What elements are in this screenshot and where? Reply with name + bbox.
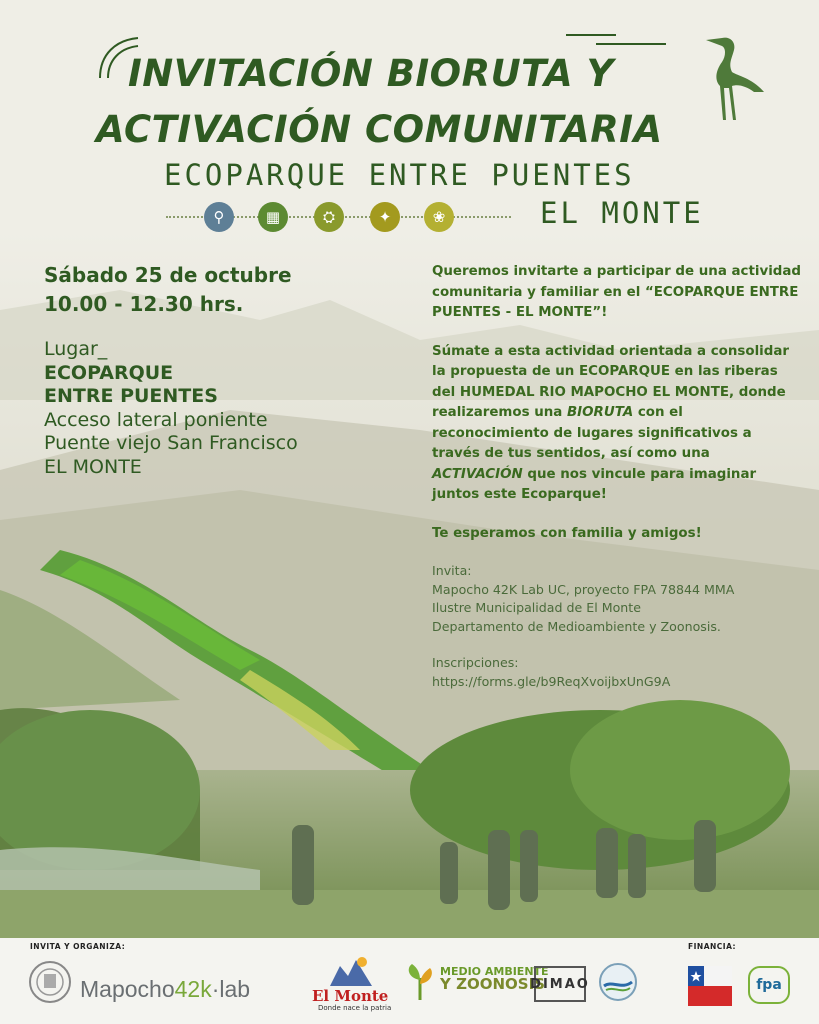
dimao-logo: DIMAO	[534, 966, 586, 1002]
title-line-1: INVITACIÓN BIORUTA Y	[128, 52, 614, 95]
invitation-text	[432, 262, 802, 691]
financia-label: FINANCIA:	[688, 942, 737, 951]
map-icon: ▦	[258, 202, 288, 232]
chile-government-icon	[688, 966, 732, 1006]
farm-icon: ⛭	[314, 202, 344, 232]
event-date: Sábado 25 de octubre	[44, 263, 292, 287]
wetland-badge-icon	[598, 962, 638, 1002]
event-location	[44, 338, 298, 479]
seedling-icon: ❀	[424, 202, 454, 232]
inscripciones-label: Inscripciones:	[432, 655, 519, 670]
closing-paragraph: Te esperamos con familia y amigos!	[432, 525, 702, 541]
place-label: Lugar_	[44, 338, 108, 360]
university-seal-icon	[28, 956, 72, 1008]
fpa-logo: fpa	[748, 966, 790, 1004]
plant-hand-icon	[402, 962, 438, 1002]
invita-line-3: Departamento de Medioambiente y Zoonosis.	[432, 618, 721, 634]
medio-ambiente-logo: MEDIO AMBIENTE Y ZOONOSIS	[440, 965, 549, 993]
heron-icon	[692, 30, 772, 120]
mapocho-logo: Mapocho42k·lab	[80, 976, 251, 1002]
event-time: 10.00 - 12.30 hrs.	[44, 292, 244, 316]
place-name-line-1: ECOPARQUE	[44, 361, 174, 384]
magnifier-icon: ⚲	[204, 202, 234, 232]
access-line-1: Acceso lateral poniente	[44, 408, 268, 431]
invita-label: Invita:	[432, 563, 472, 578]
invita-line-2: Ilustre Municipalidad de El Monte	[432, 600, 641, 615]
inscripciones-block	[432, 654, 802, 691]
invita-block	[432, 562, 802, 636]
decorative-lines	[566, 30, 686, 50]
intro-paragraph: Queremos invitarte a participar de una actividad comunitaria y familiar en el “ECOPARQUE ENTRE PUENTES - EL MONTE”!	[432, 264, 802, 320]
el-monte-tagline: Donde nace la patria	[318, 1004, 392, 1012]
compass-icon: ✦	[370, 202, 400, 232]
invita-line-1: Mapocho 42K Lab UC, proyecto FPA 78844 MMA	[432, 581, 735, 597]
access-line-2: Puente viejo San Francisco	[44, 432, 298, 454]
description-paragraph: Súmate a esta actividad orientada a consolidar la propuesta de un ECOPARQUE en las riberas del HUMEDAL RIO MAPOCHO EL MONTE, donde realizaremos una BIORUTA con el reconocimiento de lugares significativos a través de tus sentidos, así como una ACTIVACIÓN que nos vincule para imaginar juntos este Ecoparque!	[432, 343, 789, 502]
access-line-3: EL MONTE	[44, 455, 142, 478]
subtitle-line-2: EL MONTE	[540, 196, 704, 230]
title-line-2: ACTIVACIÓN COMUNITARIA	[96, 108, 663, 151]
subtitle-line-1: ECOPARQUE ENTRE PUENTES	[164, 158, 635, 192]
el-monte-crest-icon	[326, 952, 376, 988]
inscripciones-link[interactable]: https://forms.gle/b9ReqXvoijbxUnG9A	[432, 673, 671, 689]
organiza-label: INVITA Y ORGANIZA:	[30, 942, 126, 951]
el-monte-logo-text: El Monte	[312, 987, 389, 1005]
place-name-line-2: ENTRE PUENTES	[44, 385, 218, 407]
icon-row	[166, 200, 511, 234]
